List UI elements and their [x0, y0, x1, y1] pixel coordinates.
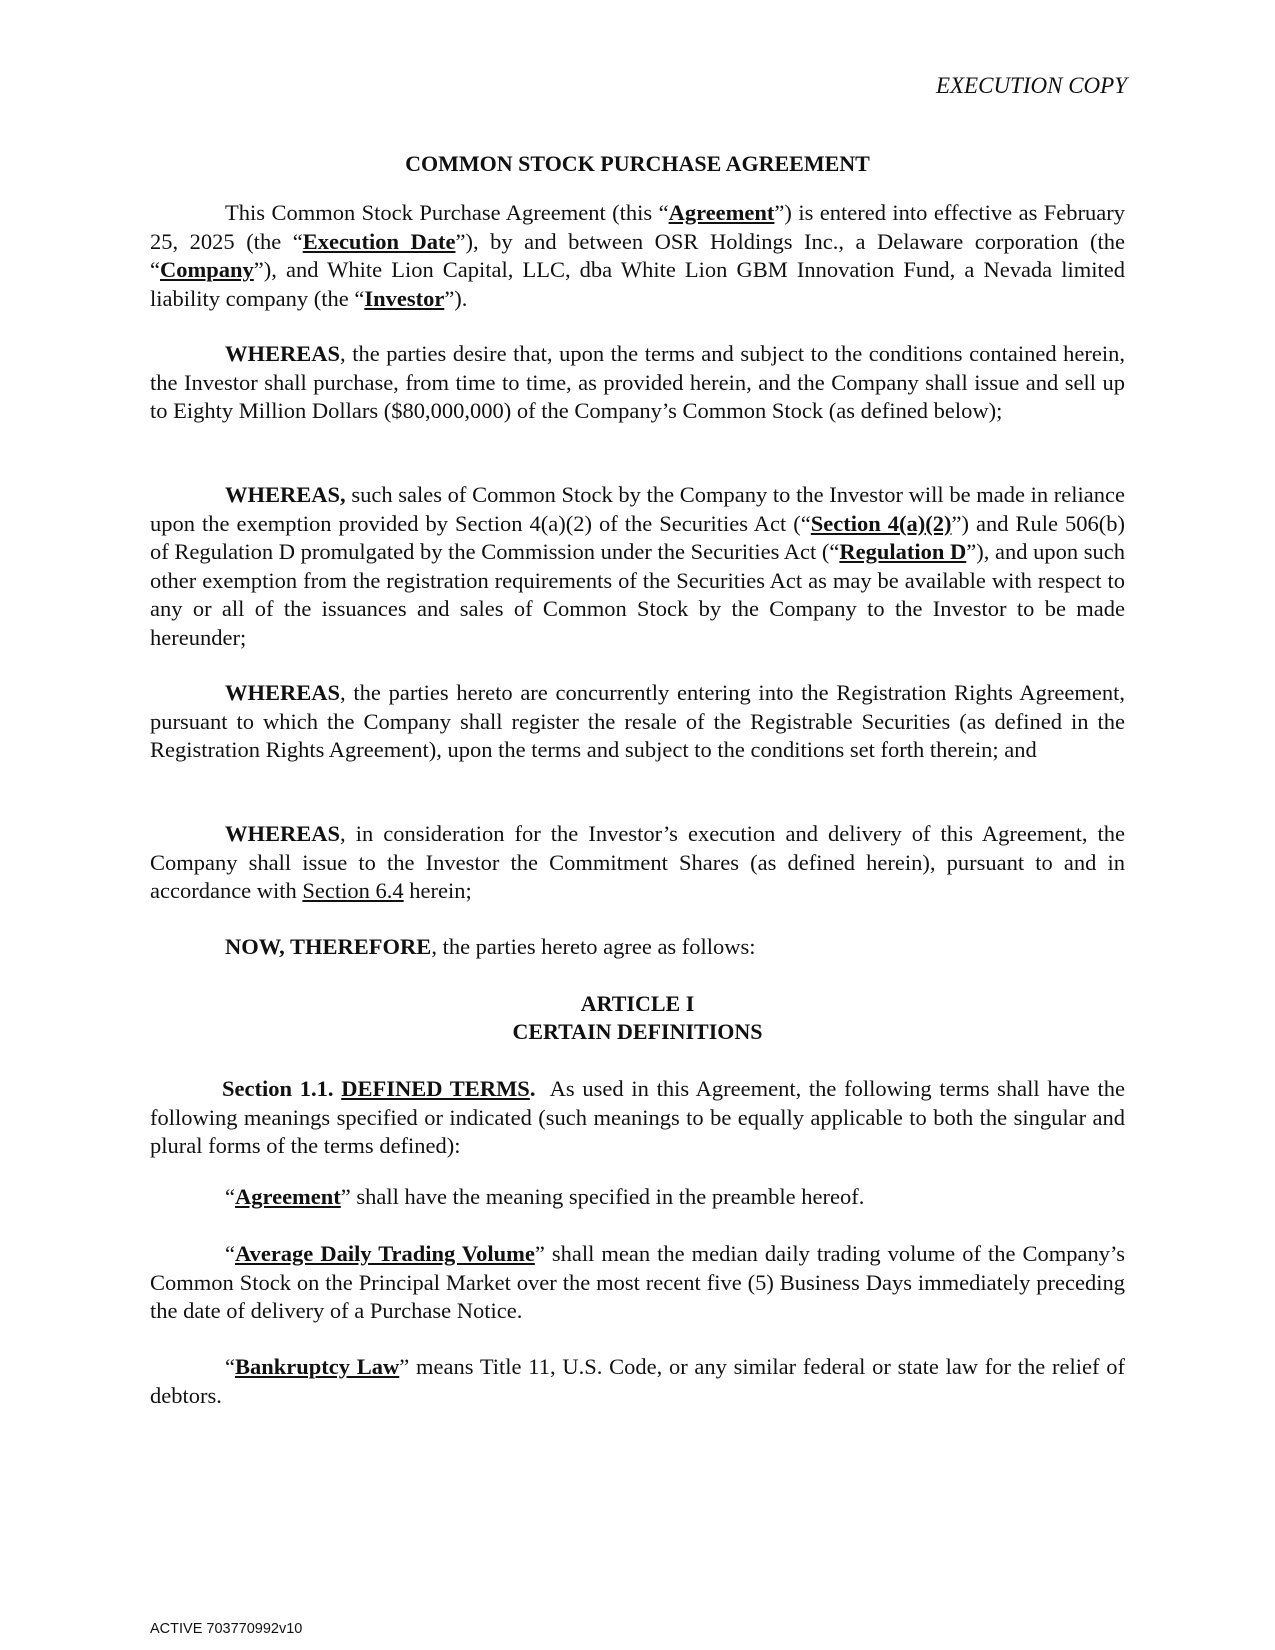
preamble-text: ”), and White Lion Capital, LLC, dba White Lion GBM Innovation Fund, a Nevada limited liability company (the “ [150, 257, 1125, 311]
section-number: Section 1.1. [222, 1076, 334, 1101]
definition-text: ” means Title 11, U.S. Code, or any similar federal or state law for the relief of debtors. [150, 1354, 1125, 1408]
definition-quote: “ [225, 1241, 235, 1266]
definition-text: ” shall mean the median daily trading volume of the Company’s Common Stock on the Principal Market over the most recent five (5) Business Days immediately preceding the date of delivery of a Purchase Notice. [150, 1241, 1125, 1323]
recital-text: , the parties hereto are concurrently entering into the Registration Rights Agreement, pursuant to which the Company shall register the resale of the Registrable Securities (as defined in the Registration Rights Agreement), upon the terms and subject to the conditions set forth therein; and [150, 680, 1125, 762]
preamble-text: ”). [444, 285, 468, 311]
section-heading-period: . [529, 1076, 536, 1101]
recital-text: herein; [403, 878, 472, 903]
section-1-1-paragraph [150, 1075, 1131, 1161]
definition-quote: “ [225, 1354, 235, 1379]
section-text: As used in this Agreement, the following terms shall have the following meanings specified or indicated (such meanings to be equally applicable to both the singular and plural forms of the terms defined): [150, 1076, 1131, 1158]
section-6-4-reference: Section 6.4 [302, 878, 404, 903]
definition-term: Agreement [235, 1184, 341, 1209]
agreement-title: COMMON STOCK PURCHASE AGREEMENT [405, 151, 870, 176]
document-id-footer: ACTIVE 703770992v10 [150, 1621, 303, 1637]
definition-text: ” shall have the meaning specified in the preamble hereof. [340, 1184, 865, 1209]
definition-average-daily-trading-volume [150, 1240, 1125, 1326]
section-heading: DEFINED TERMS [341, 1076, 530, 1101]
definition-agreement [150, 1183, 1125, 1212]
preamble-text: ”) is entered into effective as February 25, 2025 (the “ [150, 200, 1126, 254]
recital-text: such sales of Common Stock by the Company to the Investor will be made in reliance upon the exemption provided by Section 4(a)(2) of the Securities Act (“ [150, 482, 1125, 536]
definition-quote: “ [225, 1184, 235, 1209]
defined-term-agreement: Agreement [668, 200, 775, 225]
defined-term-section-4a2: Section 4(a)(2) [810, 510, 952, 536]
whereas-lead: WHEREAS [225, 680, 341, 705]
execution-copy-label: EXECUTION COPY [935, 73, 1127, 98]
recital-text: ”) and Rule 506(b) of Regulation D promulgated by the Commission under the Securities Act (“ [150, 510, 1125, 564]
defined-term-investor: Investor [364, 285, 445, 311]
whereas-lead: WHEREAS [225, 341, 341, 366]
recital-paragraph-2 [150, 481, 1125, 652]
now-therefore-paragraph [150, 933, 1125, 962]
recital-paragraph-4 [150, 820, 1125, 906]
defined-term-execution-date: Execution Date [302, 228, 456, 254]
definition-term: Average Daily Trading Volume [235, 1241, 535, 1266]
preamble-text: ”), by and between OSR Holdings Inc., a Delaware corporation (the “ [150, 228, 1125, 282]
definition-term: Bankruptcy Law [235, 1354, 400, 1379]
now-therefore-lead: NOW, THEREFORE [225, 934, 432, 959]
preamble-paragraph [150, 199, 1125, 313]
article-number: ARTICLE I [580, 991, 695, 1016]
recital-text: , the parties desire that, upon the terms and subject to the conditions contained herein, the Investor shall purchase, from time to time, as provided herein, and the Company shall issue and sell up to Eighty Million Dollars ($80,000,000) of the Company’s Common Stock (as defined below); [150, 341, 1125, 423]
whereas-lead: WHEREAS [225, 821, 341, 846]
defined-term-company: Company [160, 257, 254, 282]
recital-paragraph-1 [150, 340, 1125, 426]
recital-text: , in consideration for the Investor’s execution and delivery of this Agreement, the Company shall issue to the Investor the Commitment Shares (as defined herein), pursuant to and in accordance with [150, 821, 1125, 903]
whereas-lead: WHEREAS, [225, 482, 346, 507]
recital-text: ”), and upon such other exemption from the registration requirements of the Securities Act as may be available with respect to any or all of the issuances and sales of Common Stock by the Company to the Investor to be made hereunder; [150, 539, 1125, 650]
recital-paragraph-3 [150, 679, 1125, 765]
now-therefore-text: , the parties hereto agree as follows: [431, 934, 756, 959]
preamble-text: This Common Stock Purchase Agreement (this “ [225, 200, 669, 225]
article-title: CERTAIN DEFINITIONS [512, 1019, 763, 1044]
defined-term-regulation-d: Regulation D [839, 539, 967, 564]
definition-bankruptcy-law [150, 1353, 1125, 1410]
